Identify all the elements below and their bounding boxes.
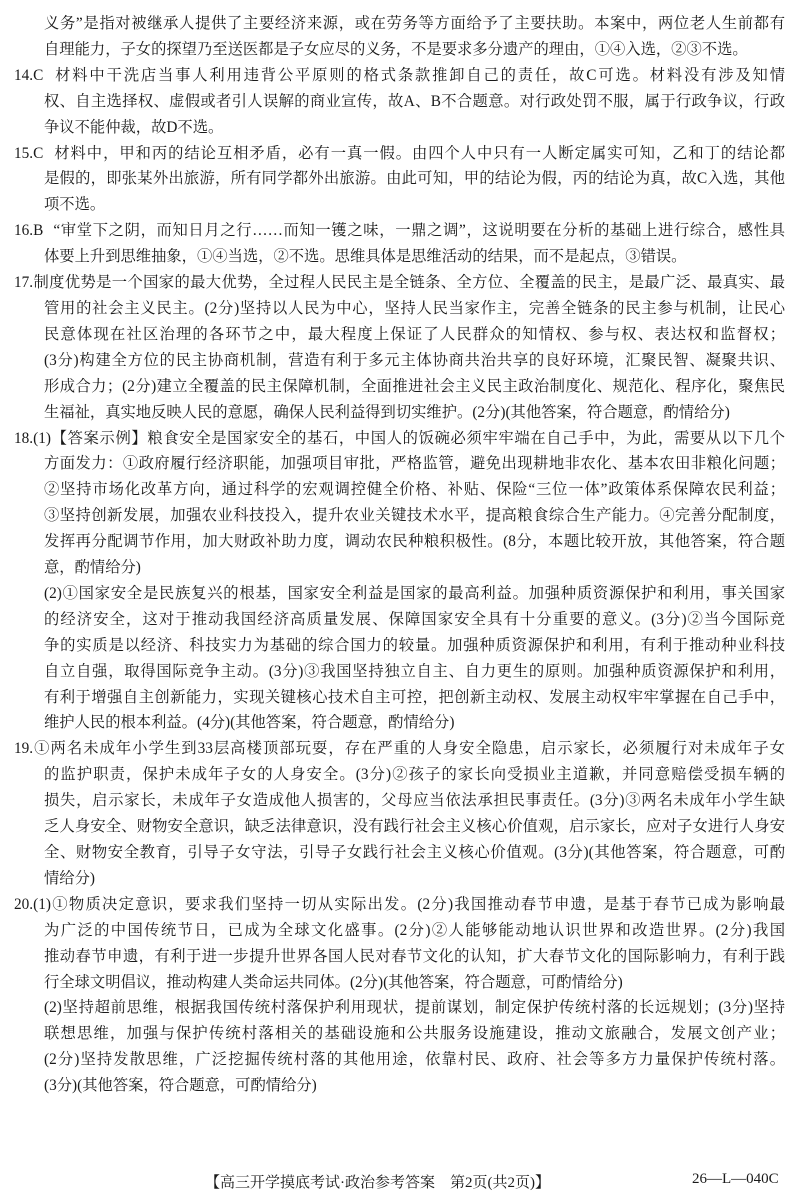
line-text: 联想思维，加强与保护传统村落相关的基础设施和公共服务设施建设，推动文旅融合，发展文创产业； bbox=[44, 1025, 785, 1043]
line-text: 材料中干洗店当事人利用违背公平原则的格式条款推卸自己的责任，故C可选。材料没有涉及知情 bbox=[53, 66, 785, 84]
line-text: (2分)坚持发散思维，广泛挖掘传统村落的其他用途，依靠村民、政府、社会等多方力量保护传统村落。 bbox=[44, 1051, 785, 1069]
line-text: 项不选。 bbox=[44, 196, 106, 214]
text-line bbox=[44, 503, 785, 529]
text-line bbox=[44, 970, 785, 996]
line-text: 义务”是指对被继承人提供了主要经济来源，或在劳务等方面给予了主要扶助。本案中，两位老人生前都有 bbox=[44, 15, 785, 32]
answer-paragraph bbox=[0, 426, 800, 581]
text-line bbox=[44, 659, 785, 685]
line-text: 意，酌情给分) bbox=[44, 559, 141, 577]
line-text: 形成合力；(2分)建立全覆盖的民主保障机制，全面推进社会主义民主政治制度化、规范化、程序化，聚焦民 bbox=[44, 377, 785, 395]
line-text: 自理能力，子女的探望乃至送医都是子女应尽的义务，不是要求多分遗产的理由，①④入选，②③不选。 bbox=[44, 40, 748, 58]
text-line bbox=[44, 192, 785, 218]
line-text: 争的实质是以经济、科技实力为基础的综合国力的较量。加强种质资源保护和利用，有利于推动种业科技 bbox=[44, 636, 785, 654]
text-line bbox=[44, 710, 785, 736]
text-line bbox=[44, 1047, 785, 1073]
text-line bbox=[44, 840, 785, 866]
answer-paragraph bbox=[0, 218, 800, 270]
text-line bbox=[44, 685, 785, 711]
line-text: 损失，启示家长，未成年子女造成他人损害的，父母应当依法承担民事责任。(3分)③两名未成年小学生缺 bbox=[44, 792, 785, 810]
line-text: ①两名未成年小学生到33层高楼顶部玩耍，存在严重的人身安全隐患，启示家长，必须履行对未成年子女 bbox=[33, 740, 785, 758]
answer-paragraph bbox=[0, 270, 800, 425]
text-line bbox=[44, 995, 785, 1021]
text-line bbox=[44, 581, 785, 607]
line-text: “审堂下之阴，而知日月之行……而知一镬之味，一鼎之调”，这说明要在分析的基础上进行综合，感性具 bbox=[53, 222, 785, 240]
line-text: (1)①物质决定意识，要求我们坚持一切从实际出发。(2分)我国推动春节申遗，是基于春节已成为影响最 bbox=[33, 895, 785, 913]
question-number: 18. bbox=[14, 429, 34, 447]
text-line bbox=[44, 477, 785, 503]
text-line bbox=[44, 244, 785, 270]
answer-paragraph bbox=[0, 581, 800, 736]
line-text: 权、自主选择权、虚假或者引人误解的商业宣传，故A、B不合题意。对行政处罚不服，属于行政争议，行政 bbox=[44, 92, 785, 110]
answer-paragraph bbox=[0, 141, 800, 219]
line-text: ③坚持创新发展，加强农业科技投入，提升农业关键技术水平，提高粮食综合生产能力。④完善分配制度， bbox=[44, 507, 785, 525]
line-text: 民意体现在社区治理的各环节之中，最大程度上保证了人民群众的知情权、参与权、表达权和监督权； bbox=[44, 325, 785, 343]
text-line bbox=[14, 63, 785, 89]
text-line bbox=[44, 115, 785, 141]
question-number: 16.B bbox=[14, 222, 44, 240]
question-number: 15.C bbox=[14, 144, 44, 162]
text-line bbox=[44, 814, 785, 840]
line-text: 材料中，甲和丙的结论互相矛盾，必有一真一假。由四个人中只有一人断定属实可知，乙和丁的结论都 bbox=[53, 144, 785, 162]
text-line bbox=[14, 426, 785, 452]
text-line bbox=[14, 218, 785, 244]
question-number: 20. bbox=[14, 895, 34, 913]
text-line bbox=[44, 918, 785, 944]
text-line bbox=[44, 89, 785, 115]
text-line bbox=[14, 141, 785, 167]
text-line bbox=[44, 788, 785, 814]
text-line bbox=[44, 633, 785, 659]
line-text: 行全球文明倡议，推动构建人类命运共同体。(2分)(其他答案，符合题意，可酌情给分) bbox=[44, 973, 623, 991]
text-line bbox=[44, 1073, 785, 1099]
line-text: 情给分) bbox=[44, 869, 95, 887]
text-line bbox=[44, 374, 785, 400]
text-line bbox=[44, 11, 785, 37]
line-text: (3分)构建全方位的民主协商机制，营造有利于多元主体协商共治共享的良好环境，汇聚民智、凝聚共识、 bbox=[44, 351, 785, 369]
text-line bbox=[44, 555, 785, 581]
line-text: 生福祉，真实地反映人民的意愿，确保人民利益得到切实维护。(2分)(其他答案，符合题意，酌情给分) bbox=[44, 403, 730, 421]
line-text: (1)【答案示例】粮食安全是国家安全的基石，中国人的饭碗必须牢牢端在自己手中，为此，需要从以下几个 bbox=[33, 429, 785, 447]
line-text: 的经济安全，这对于推动我国经济高质量发展、保障国家安全具有十分重要的意义。(3分)②当今国际竞 bbox=[44, 610, 785, 628]
text-line bbox=[44, 400, 785, 426]
text-line bbox=[14, 270, 785, 296]
text-line bbox=[44, 322, 785, 348]
line-text: (3分)(其他答案，符合题意，可酌情给分) bbox=[44, 1077, 317, 1095]
line-text: (2)①国家安全是民族复兴的根基，国家安全利益是国家的最高利益。加强种质资源保护和利用，事关国家 bbox=[44, 584, 785, 602]
line-text: 体要上升到思维抽象，①④当选，②不选。思维具体是思维活动的结果，而不是起点，③错误。 bbox=[44, 248, 687, 266]
text-line bbox=[44, 348, 785, 374]
text-line bbox=[44, 1021, 785, 1047]
line-text: 的监护职责，保护未成年子女的人身安全。(3分)②孩子的家长向受损业主道歉，并同意赔偿受损车辆的 bbox=[44, 766, 785, 784]
line-text: 为广泛的中国传统节日，已成为全球文化盛事。(2分)②人能够能动地认识世界和改造世界。(2分)我国 bbox=[44, 921, 785, 939]
text-line bbox=[14, 736, 785, 762]
line-text: 方面发力：①政府履行经济职能，加强项目审批，严格监管，避免出现耕地非农化、基本农田非粮化问题； bbox=[44, 455, 785, 473]
line-text: 管用的社会主义民主。(2分)坚持以人民为中心，坚持人民当家作主，完善全链条的民主参与机制，让民心 bbox=[44, 299, 785, 317]
answer-paragraph bbox=[0, 63, 800, 141]
answer-paragraph bbox=[0, 892, 800, 996]
line-text: 乏人身安全、财物安全意识，缺乏法律意识，没有践行社会主义核心价值观，启示家长，应对子女进行人身安 bbox=[44, 818, 785, 836]
text-line bbox=[44, 762, 785, 788]
line-text: 推动春节申遗，有利于进一步提升世界各国人民对春节文化的认知，扩大春节文化的国际影响力，有利于践 bbox=[44, 947, 785, 965]
text-line bbox=[44, 451, 785, 477]
text-line bbox=[44, 296, 785, 322]
text-line bbox=[44, 866, 785, 892]
footer-code: 26—L—040C bbox=[692, 1171, 779, 1187]
question-number: 17. bbox=[14, 274, 34, 292]
text-line bbox=[14, 892, 785, 918]
page-footer bbox=[0, 1171, 800, 1197]
line-text: 制度优势是一个国家的最大优势，全过程人民民主是全链条、全方位、全覆盖的民主，是最广泛、最真实、最 bbox=[33, 274, 785, 292]
answer-paragraph bbox=[0, 11, 800, 63]
line-text: 维护人民的根本利益。(4分)(其他答案，符合题意，酌情给分) bbox=[44, 714, 455, 732]
text-line bbox=[44, 529, 785, 555]
text-line bbox=[44, 37, 785, 63]
line-text: 全、财物安全教育，引导子女守法，引导子女践行社会主义核心价值观。(3分)(其他答案，符合题意，可酌 bbox=[44, 844, 785, 861]
answer-document bbox=[0, 11, 800, 1099]
line-text: 是假的，即张某外出旅游，所有同学都外出旅游。由此可知，甲的结论为假，丙的结论为真，故C入选，其他 bbox=[44, 170, 785, 188]
footer-title: 【高三开学摸底考试·政治参考答案 第2页(共2页)】 bbox=[205, 1175, 550, 1191]
answer-paragraph bbox=[0, 736, 800, 891]
line-text: ②坚持市场化改革方向，通过科学的宏观调控健全价格、补贴、保险“三位一体”政策体系保障农民利益； bbox=[44, 481, 785, 499]
text-line bbox=[44, 607, 785, 633]
line-text: 发挥再分配调节作用，加大财政补助力度，调动农民种粮积极性。(8分，本题比较开放，其他答案，符合题 bbox=[44, 533, 785, 551]
line-text: 争议不能仲裁，故D不选。 bbox=[44, 118, 224, 136]
line-text: 有利于增强自主创新能力，实现关键核心技术自主可控，把创新主动权、发展主动权牢牢掌握在自己手中， bbox=[44, 688, 785, 706]
text-line bbox=[44, 166, 785, 192]
question-number: 14.C bbox=[14, 66, 44, 84]
line-text: (2)坚持超前思维，根据我国传统村落保护利用现状，提前谋划，制定保护传统村落的长远规划；(3分)坚持 bbox=[44, 999, 785, 1017]
text-line bbox=[44, 944, 785, 970]
line-text: 自立自强，取得国际竞争主动。(3分)③我国坚持独立自主、自力更生的原则。加强种质资源保护和利用， bbox=[44, 662, 785, 680]
answer-paragraph bbox=[0, 995, 800, 1099]
question-number: 19. bbox=[14, 740, 34, 758]
